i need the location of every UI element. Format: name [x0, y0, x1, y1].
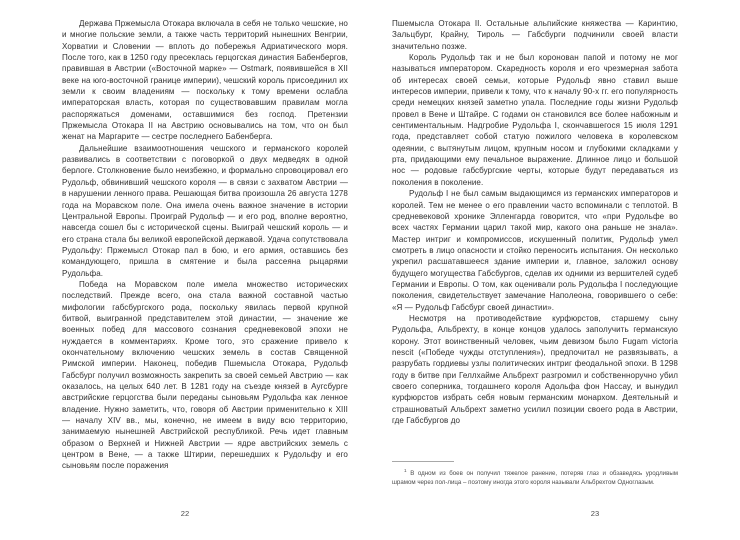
page-number-left: 22: [180, 509, 190, 518]
right-page: [370, 0, 740, 540]
footnote: [392, 467, 678, 488]
paragraph: Король Рудольф так и не был коронован папой и потому не мог называться императором. Скаредность короля и его чрезмерная забота об интересах своей семьи, которые Рудольф явно ставил выше интересов империи, привели к тому, что к началу 90-х гг. его популярность среди немецких князей заметно упала. Последние годы жизни Рудольф провел в Вене и Штайре. С годами он становился все более набожным и сентиментальным. Надгробие Рудольфа I, скончавшегося 15 июля 1291 года, представляет собой статую пожилого человека в королевском одеянии, с вытянутым лицом, крупным носом и глубокими складками у рта, придающими ему печальное выражение. Длинное лицо и большой нос — родовые габсбургские черты, которые будут передаваться из поколения в поколение.: [392, 53, 678, 187]
paragraph: Держава Пржемысла Отокара включала в себя не только чешские, но и многие польские земли, а также часть территорий нынешних Венгрии, Хорватии и Словении — вплоть до побережья Адриатического моря. После того, как в 1250 году пресеклась герцогская династия Бабенбергов, правившая в Австрии («Восточной марке» — Ostmark, появившейся в XII веке на юго-восточной границе империи), чешский король присоединил их земли к своим владениям — поскольку к тому времени ослабла императорская власть, которая по существовавшим правилам могла распоряжаться доменами, оставшимися без господ. Претензии Пржемысла Отокара II на Австрию основывались на том, что он был женат на Маргарите — сестре последнего Бабенберга.: [62, 19, 348, 142]
right-page-text-column: [392, 18, 678, 426]
page-number-right: 23: [590, 509, 600, 518]
paragraph-with-footnote-ref: [392, 313, 678, 426]
paragraph: Победа на Моравском поле имела множество исторических последствий. Прежде всего, она стала важной составной частью мифологии габсбургского рода, поскольку явилась первой крупной битвой, выигранной представителем этой династии, — значение же военных побед для массового сознания средневековой эпохи не нуждается в комментариях. Кроме того, это сражение привело к окончательному включению чешских земель в состав Священной Римской империи. Наконец, победив Пшемысла Отокара, Рудольф Габсбург получил возможность закрепить за своей семьей Австрию — как оказалось, на целых 640 лет. В 1281 году на съезде князей в Аугсбурге австрийские герцогства были переданы сыновьям Рудольфа как ленное владение. Нужно заметить, что, говоря об Австрии применительно к XIII — началу XIV вв., мы, конечно, не имеем в виду всю территорию, занимаемую нынешней Австрийской республикой. Речь идет главным образом о Верхней и Нижней Австрии — ядре австрийских земель с центром в Вене, — а также Штирии, перешедших к Рудольфу и его сыновьям после поражения: [62, 279, 348, 471]
left-page-text-column: [62, 18, 348, 472]
footnote-marker: 1: [404, 468, 407, 474]
paragraph: Дальнейшие взаимоотношения чешского и германского королей развивались в соответствии с поговоркой о двух медведях в одной берлоге. Столкновение было неизбежно, и формально спровоцировал его Рудольф, обвинивший чешского короля — в связи с захватом Австрии — в нарушении ленного права. Решающая битва произошла 26 августа 1278 года на Моравском поле. Она имела очень важное значение в истории Центральной Европы. Проиграй Рудольф — и его род, вполне вероятно, навсегда сошел бы с исторической сцены. Выиграй чешский король — и его страна стала бы великой европейской державой. Удача сопутствовала Рудольфу: Пржемысл Отокар пал в бою, и его армия, оставшись без командующего, пришла в смятение и была рассеяна рыцарями Рудольфа.: [62, 143, 348, 278]
paragraph-text: Несмотря на противодействие курфюрстов, старшему сыну Рудольфа, Альбрехту, в конце концов удалось заполучить германскую корону. Этот воинственный человек, чьим девизом было Fugam victoria nescit («Победе чужды отступления»), предпочитал не развязывать, а разрубать гордиевы узлы политических интриг феодальной эпохи. В 1298 году в битве при Геллхайме Альбрехт разгромил и собственноручно убил своего соперника, тогдашнего короля Адольфа фон Нассау, и вынудил курфюрстов избрать себя новым германским монархом. Деятельный и страшноватый Альбрехт заметно усилил позиции своего рода в Австрии, где Габсбургов до: [392, 313, 678, 426]
footnote-block: [392, 461, 678, 488]
paragraph: Пшемысла Отокара II. Остальные альпийские княжества — Каринтию, Зальцбург, Крайну, Тироль — Габсбурги подчинили своей власти значительно позже.: [392, 19, 678, 51]
footnote-body: В одном из боев он получил тяжелое ранение, потеряв глаз и обзаведясь уродливым шрамом через пол-лица – поэтому иногда этого короля называли Альбрехтом Одноглазым.: [392, 470, 678, 487]
paragraph: Рудольф I не был самым выдающимся из германских императоров и королей. Тем не менее о его правлении часто вспоминали с теплотой. В средневековой хронике Элленгарда говорится, что «при Рудольфе во всех частях Германии царил такой мир, какого она раньше не знала». Мастер интриг и компромиссов, искушенный политик, Рудольф умел смотреть в лицо опасности и стойко переносить испытания. Он несколько укрепил расшатавшееся здание империи и, главное, заложил основу будущего могущества Габсбургов, сделав их одними из вершителей судеб Германии и Европы. О том, как оценивали роль Рудольфа I последующие поколения, свидетельствует замечание Наполеона, говорившего о себе: «Я — Рудольф Габсбург своей династии».: [392, 189, 678, 312]
footnote-separator-rule: [392, 461, 454, 462]
